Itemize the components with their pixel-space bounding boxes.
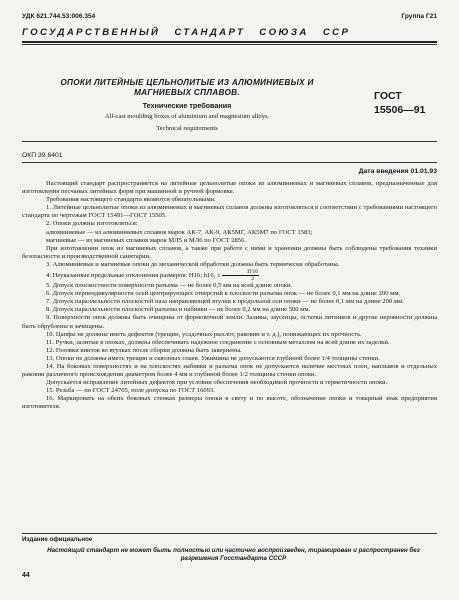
paragraph: алюминиевые — из алюминиевых сплавов марок АК-7, АК-9, АК5МГ, АК5М7 по ГОСТ 1583; <box>46 228 313 236</box>
paragraph: 8. Допуск параллельности плоскостей разъема и набивки — не более 0,2 мм на длине 500 мм. <box>46 306 311 314</box>
header-rule-bottom <box>22 44 437 45</box>
paragraph: 14. На боковых поверхностях и на плоскостях набивки и разъема опок не допускается наличие местных плен, наплывов и отдельных раковин различного происхождения диаметром более 4 мм и глубиной более 1/2 толщины стенки опоки. <box>22 362 437 379</box>
title-subtitle: Технические требования <box>142 101 232 110</box>
paragraph: Допускается исправление литейных дефектов при условии обеспечения необходимой прочности и герметичности опоки. <box>46 379 388 387</box>
paragraph: 5. Допуск плоскостности поверхности разъема — не более 0,5 мм на всей длине опоки. <box>46 282 293 290</box>
title-ru-line-2: МАГНИЕВЫХ СПЛАВОВ. <box>134 88 240 97</box>
tolerance-text: 4. Неуказанные предельные отклонения размеров: H16; h16, ± <box>46 272 221 280</box>
paragraph: 12. Головки винтов во втулках после сборки должны быть закернены. <box>46 346 242 354</box>
header-line <box>22 13 437 20</box>
okp-code: ОКП 39 6401 <box>22 152 63 159</box>
okp-rule <box>22 162 437 163</box>
title-en-line-1: All-cast moulding boxes of aluminium and magnesium alloys. <box>104 113 270 120</box>
org-title: ГОСУДАРСТВЕННЫЙ СТАНДАРТ СОЮЗА ССР <box>22 27 351 38</box>
tolerance-fraction <box>222 269 259 282</box>
paragraph-tolerances <box>22 269 437 282</box>
paragraph: Настоящий стандарт распространяется на литейные цельнолитые опоки из алюминиевых и магниевых сплавов, предназначенные для изготовления песчаных литейных форм при машинной и ручной формовке. <box>22 180 437 196</box>
title-ru-line-1: ОПОКИ ЛИТЕЙНЫЕ ЦЕЛЬНОЛИТЫЕ ИЗ АЛЮМИНИЕВЫХ И <box>60 78 314 87</box>
document-title <box>22 78 352 133</box>
udk-code: УДК 621.744.53:006.354 <box>22 13 96 20</box>
fraction-numerator: IT16 <box>222 269 259 276</box>
footer-rule <box>22 533 437 534</box>
paragraph: 15. Резьба — по ГОСТ 24705, поле допуска по ГОСТ 16093. <box>46 387 215 395</box>
gost-label: ГОСТ <box>374 90 402 102</box>
paragraph: 1. Литейные цельнолитые опоки из алюминиевых и магниевых сплавов должны изготовляться в соответствии с требованиями настоящего стандарта по чертежам ГОСТ 15491—ГОСТ 15505. <box>22 204 437 220</box>
paragraph: 3. Алюминиевые и магниевые опоки до механической обработки должны быть термически обработаны. <box>46 260 340 268</box>
title-rule <box>22 141 437 142</box>
copyright-note: Настоящий стандарт не может быть полностью или частично воспроизведен, тиражирован и распространен без разрешения Госстандарта СССР <box>47 547 420 562</box>
paragraph: При изготовлении опок из магниевых сплавов, а также при работе с ними и хранении должны быть соблюдены требования техники безопасности и производственной санитарии. <box>22 244 437 260</box>
paragraph: магниевые — из магниевых сплавов марок МЛ5 и МЛ6 по ГОСТ 2856. <box>46 236 247 244</box>
paragraph: 7. Допуск параллельности плоскостей паза направляющей втулки к продольной оси опоки — не более 0,1 мм на длине 200 мм. <box>46 298 404 306</box>
group-code: Группа Г21 <box>401 13 437 20</box>
fraction-denominator: 2 <box>251 276 255 283</box>
paragraph: 2. Опоки должны изготовляться: <box>46 220 138 228</box>
paragraph: Требования настоящего стандарта являются обязательными. <box>46 196 216 204</box>
page-number: 44 <box>22 572 30 579</box>
paragraph: 9. Поверхности опок должны быть очищены от формовочной земли. Заливы, заусенцы, остатки литников и другие неровности должны быть обрублены и зачищены. <box>22 314 437 330</box>
paragraph: 10. Цапфы не должны иметь дефектов (трещин, усадочных рыхлот, раковин и т. д.), понижающих их прочность. <box>46 330 362 338</box>
paragraph: 11. Ручки, залитые в опоках, должны обеспечивать надежное соединение с основным металлом на всей длине их заделки. <box>46 338 390 346</box>
standard-body <box>22 180 437 412</box>
date-of-introduction: Дата введения 01.01.93 <box>358 168 437 175</box>
header-rule-top <box>22 41 437 43</box>
paragraph: 16. Маркировать на обеих боковых стенках размеры опоки в свету и по высоте, обозначение опоки и товарный знак предприятия изготовителя. <box>22 395 437 411</box>
title-en-line-2: Technical requirements <box>156 124 218 132</box>
paragraph: 6. Допуск перпендикулярности осей центрирующих отверстий к плоскости разъема опок — не более 0,1 мм на длине 200 мм. <box>46 290 401 298</box>
paragraph: 13. Опоки не должны иметь трещин и сквозных спаев. Ужимины не допускаются глубиной более 1/4 толщины стенки. <box>46 354 380 362</box>
gost-number: 15506—91 <box>374 104 426 116</box>
official-edition-label: Издание официальное <box>22 536 93 543</box>
gost-designation <box>374 89 444 117</box>
